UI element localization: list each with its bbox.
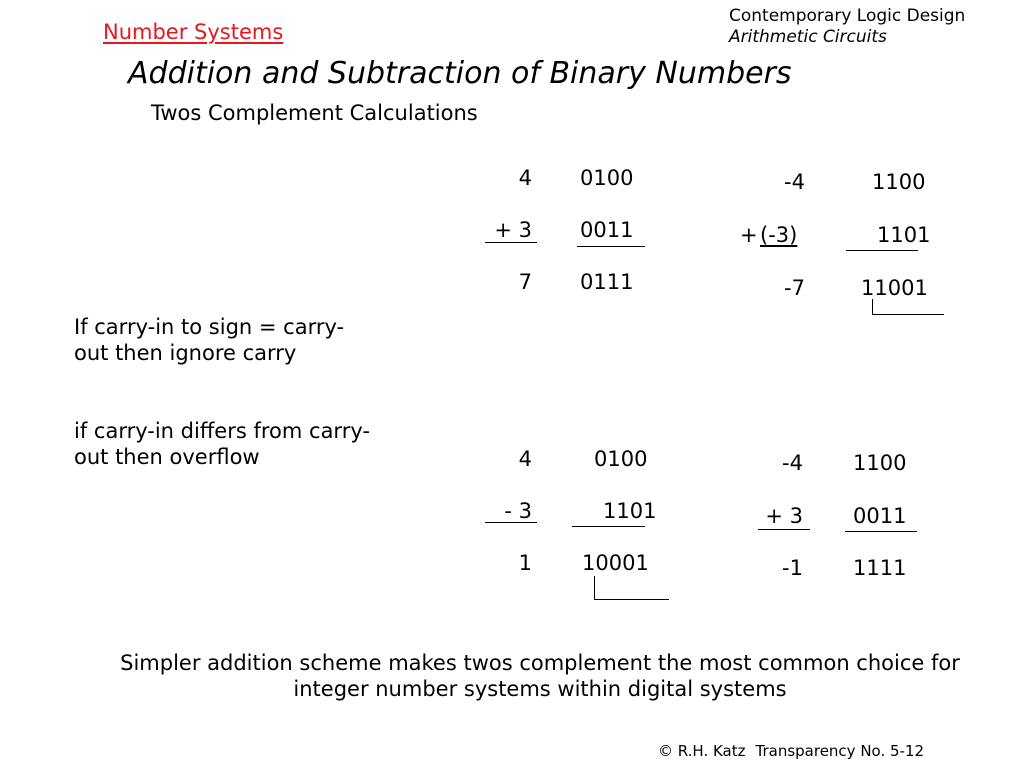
- operand-b-decimal: (-3): [760, 223, 798, 247]
- result-binary: 0111: [580, 270, 634, 294]
- result-decimal: 7: [518, 270, 532, 294]
- carry-marker-line: [872, 314, 944, 315]
- note-overflow: if carry-in differs from carry-out then overflow: [74, 419, 370, 469]
- summary-text: Simpler addition scheme makes twos complement the most common choice for integer number systems within digital systems: [120, 651, 960, 701]
- result-binary: 11001: [861, 276, 928, 300]
- carry-marker: [872, 299, 873, 314]
- page-subtitle: Twos Complement Calculations: [151, 101, 478, 125]
- operand-a-decimal: 4: [518, 447, 532, 471]
- section-title: Number Systems: [103, 20, 284, 44]
- operand-b-binary: 1101: [603, 499, 657, 523]
- operator: +: [740, 223, 758, 247]
- operand-a-decimal: 4: [518, 166, 532, 190]
- transparency-number: Transparency No. 5-12: [755, 742, 925, 760]
- operand-b-decimal: - 3: [504, 499, 532, 523]
- note-ignore-carry: If carry-in to sign = carry-out then ignore carry: [74, 315, 345, 365]
- sum-rule: [758, 529, 810, 530]
- sum-rule: [845, 531, 917, 532]
- operand-a-decimal: -4: [782, 451, 803, 475]
- result-binary: 10001: [582, 551, 649, 575]
- course-header: [729, 6, 965, 48]
- operand-b-decimal: + 3: [494, 218, 532, 242]
- sum-rule: [846, 250, 918, 251]
- sum-rule: [577, 246, 645, 247]
- course-name: Contemporary Logic Design: [729, 6, 966, 26]
- result-decimal: -1: [782, 556, 803, 580]
- operand-b-decimal: + 3: [765, 504, 803, 528]
- result-decimal: -7: [784, 276, 805, 300]
- operand-a-binary: 1100: [872, 170, 926, 194]
- operand-b-binary: 0011: [580, 218, 634, 242]
- copyright: © R.H. Katz: [658, 742, 746, 760]
- result-binary: 1111: [853, 556, 907, 580]
- sum-rule: [485, 522, 537, 523]
- operand-a-decimal: -4: [784, 170, 805, 194]
- footer: [658, 742, 924, 760]
- operand-b-binary: 1101: [877, 223, 931, 247]
- course-topic: Arithmetic Circuits: [729, 27, 887, 47]
- operand-a-binary: 0100: [580, 166, 634, 190]
- carry-marker: [594, 576, 595, 599]
- page-title: Addition and Subtraction of Binary Numbers: [128, 56, 792, 91]
- sum-rule: [572, 526, 645, 527]
- result-decimal: 1: [518, 551, 532, 575]
- operand-a-binary: 0100: [594, 447, 648, 471]
- sum-rule: [485, 242, 537, 243]
- operand-b-binary: 0011: [853, 504, 907, 528]
- operand-a-binary: 1100: [853, 451, 907, 475]
- carry-marker-line: [594, 599, 669, 600]
